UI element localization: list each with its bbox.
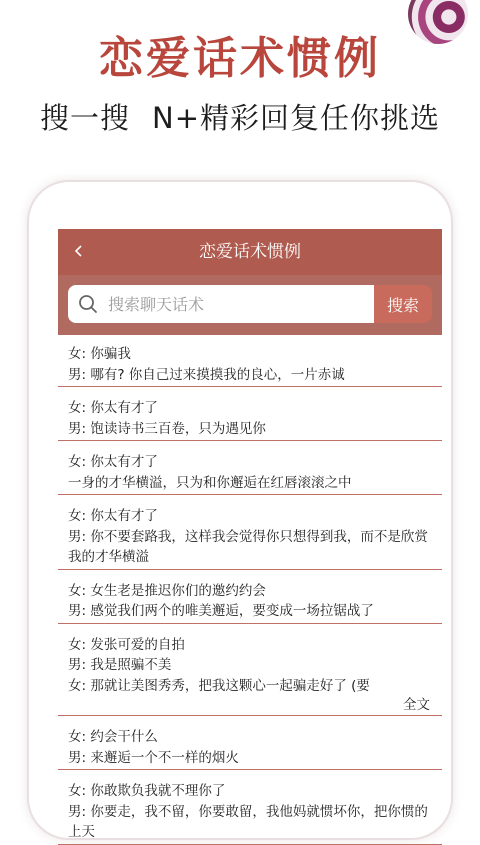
promo-subtitle-left: 搜一搜 bbox=[39, 101, 130, 135]
list-item[interactable] bbox=[58, 578, 442, 624]
search-bar bbox=[58, 275, 442, 335]
list-item[interactable] bbox=[58, 778, 442, 845]
list-item-line: 女: 你太有才了 bbox=[68, 508, 158, 524]
list-item-line: 男: 感觉我们两个的唯美邂逅，要变成一场拉锯战了 bbox=[68, 603, 374, 619]
search-button[interactable]: 搜索 bbox=[374, 285, 432, 323]
list-item-line: 男: 我是照骗不美 bbox=[68, 657, 172, 673]
list-item-line: 女: 你敢欺负我就不理你了 bbox=[68, 783, 226, 799]
list-item-line: 女: 你太有才了 bbox=[68, 454, 158, 470]
list-item[interactable] bbox=[58, 503, 442, 570]
list-item[interactable] bbox=[58, 341, 442, 387]
app-screen bbox=[58, 229, 442, 840]
list-item[interactable] bbox=[58, 724, 442, 770]
search-input[interactable] bbox=[108, 285, 368, 323]
list-item-line: 女: 女生老是推迟你们的邀约约会 bbox=[68, 582, 266, 599]
list-item-line: 女: 约会干什么 bbox=[68, 729, 158, 745]
list-item-line: 一身的才华横溢，只为和你邂逅在红唇滚滚之中 bbox=[68, 474, 352, 491]
list-item[interactable] bbox=[58, 632, 442, 717]
promo-subtitle-right: N+精彩回复任你挑选 bbox=[152, 101, 440, 135]
promo-subtitle bbox=[0, 96, 480, 137]
list-item-line: 女: 你骗我 bbox=[68, 346, 131, 362]
full-text-link[interactable]: 全文 bbox=[403, 697, 430, 713]
phrase-list bbox=[58, 341, 442, 845]
search-icon bbox=[78, 294, 98, 314]
list-item-line: 男: 你要走，我不留，你要敢留，我他妈就惯坏你，把你惯的上天 bbox=[68, 803, 428, 840]
list-item-line: 男: 饱读诗书三百卷，只为遇见你 bbox=[68, 420, 266, 437]
list-item-line: 男: 你不要套路我，这样我会觉得你只想得到我，而不是欣赏我的才华横溢 bbox=[68, 528, 428, 565]
header-title: 恋爱话术惯例 bbox=[199, 242, 301, 262]
list-item-line: 女: 那就让美图秀秀，把我这颗心一起骗走好了 (要 bbox=[68, 677, 370, 694]
promo-title: 恋爱话术惯例 bbox=[99, 33, 381, 84]
list-item-line: 女: 你太有才了 bbox=[68, 400, 158, 416]
list-item-line: 男: 哪有? 你自己过来摸摸我的良心，一片赤诚 bbox=[68, 366, 345, 383]
list-item-line: 男: 来邂逅一个不一样的烟火 bbox=[68, 749, 239, 766]
list-item[interactable] bbox=[58, 449, 442, 495]
search-box bbox=[68, 285, 374, 323]
app-header bbox=[58, 229, 442, 275]
list-item[interactable] bbox=[58, 395, 442, 441]
list-item-line: 女: 发张可爱的自拍 bbox=[68, 636, 185, 653]
